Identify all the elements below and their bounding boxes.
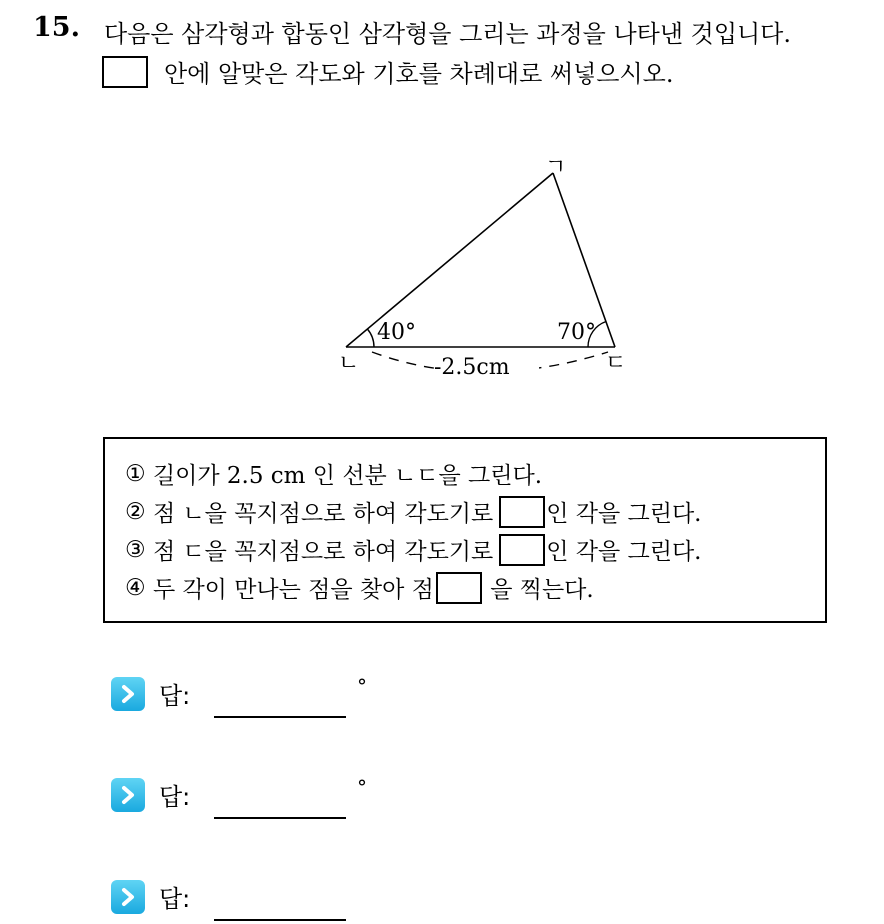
answer-input-3[interactable] bbox=[214, 919, 346, 921]
step-3-marker: ③ bbox=[125, 536, 146, 563]
step-4-blank-box[interactable] bbox=[436, 572, 482, 604]
step-3-text-after: 인 각을 그린다. bbox=[546, 539, 702, 565]
step-2-text-after: 인 각을 그린다. bbox=[546, 501, 702, 527]
chevron-right-icon bbox=[111, 778, 145, 812]
chevron-right-icon bbox=[111, 677, 145, 711]
answer-unit-2: ° bbox=[357, 775, 367, 799]
step-1-marker: ① bbox=[125, 460, 146, 487]
question-text-line2: 안에 알맞은 각도와 기호를 차례대로 써넣으시오. bbox=[164, 60, 674, 88]
step-3 bbox=[125, 533, 701, 566]
step-4 bbox=[125, 571, 594, 604]
answer-unit-1: ° bbox=[357, 674, 367, 698]
answer-row-1 bbox=[111, 674, 367, 711]
step-3-text: 점 ㄷ을 꼭지점으로 하여 각도기로 bbox=[152, 539, 494, 565]
answer-row-2 bbox=[111, 775, 367, 812]
answer-row-3 bbox=[111, 879, 190, 914]
answer-label-3: 답: bbox=[159, 885, 191, 913]
answer-input-1[interactable] bbox=[214, 716, 346, 718]
base-length-label: -2.5cm bbox=[434, 355, 510, 380]
step-2-blank-box[interactable] bbox=[499, 496, 545, 528]
step-4-text-after: 을 찍는다. bbox=[482, 577, 594, 603]
chevron-right-icon bbox=[111, 880, 145, 914]
answer-label-2: 답: bbox=[159, 783, 191, 811]
step-4-text: 두 각이 만나는 점을 찾아 점 bbox=[152, 577, 434, 603]
step-3-blank-box[interactable] bbox=[499, 534, 545, 566]
steps-box bbox=[103, 437, 827, 623]
triangle-figure bbox=[0, 0, 884, 430]
answer-label-1: 답: bbox=[159, 682, 191, 710]
step-2 bbox=[125, 495, 701, 528]
step-2-text: 점 ㄴ을 꼭지점으로 하여 각도기로 bbox=[152, 501, 494, 527]
question-number: 15. bbox=[33, 12, 80, 43]
angle-arc-left bbox=[367, 329, 374, 347]
vertex-label-right: ㄷ bbox=[605, 351, 627, 376]
step-2-marker: ② bbox=[125, 498, 146, 525]
step-1-text: 길이가 2.5 cm 인 선분 ㄴㄷ을 그린다. bbox=[152, 463, 542, 489]
angle-label-left: 40° bbox=[377, 320, 416, 345]
question-text-line1: 다음은 삼각형과 합동인 삼각형을 그리는 과정을 나타낸 것입니다. bbox=[104, 20, 791, 48]
answer-input-2[interactable] bbox=[214, 817, 346, 819]
step-1 bbox=[125, 457, 542, 490]
vertex-label-top: ㄱ bbox=[545, 155, 567, 180]
step-4-marker: ④ bbox=[125, 574, 146, 601]
vertex-label-left: ㄴ bbox=[338, 351, 360, 376]
angle-label-right: 70° bbox=[557, 320, 596, 345]
